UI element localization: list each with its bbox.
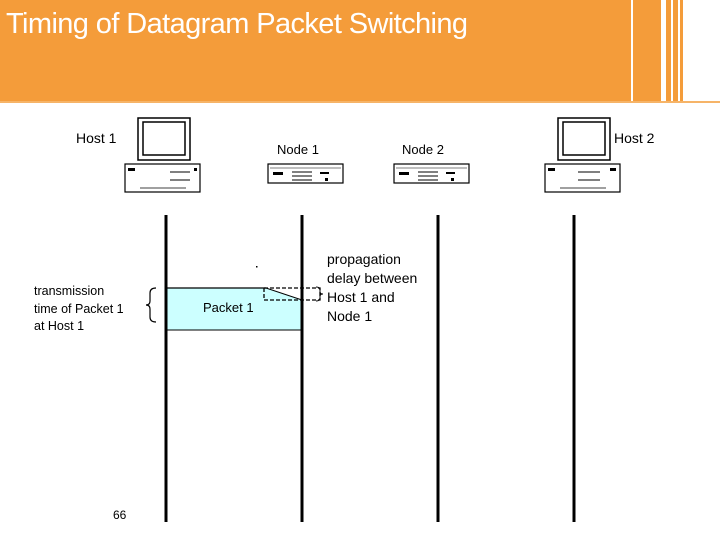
node1-label: Node 1 bbox=[277, 142, 319, 157]
propagation-delay-line: propagation bbox=[327, 251, 401, 267]
transmission-time-label bbox=[34, 283, 124, 336]
host1-computer-icon bbox=[125, 118, 200, 192]
transmission-time-line: transmission bbox=[34, 284, 105, 298]
propagation-delay-line: Host 1 and bbox=[327, 289, 395, 305]
node2-label: Node 2 bbox=[402, 142, 444, 157]
node1-switch-icon bbox=[268, 164, 343, 183]
node2-switch-icon bbox=[394, 164, 469, 183]
propagation-delay-label bbox=[327, 250, 417, 326]
transmission-time-brace bbox=[146, 288, 156, 322]
page-number: 66 bbox=[113, 508, 127, 522]
propagation-delay-line: delay between bbox=[327, 270, 418, 286]
packet1-label: Packet 1 bbox=[203, 300, 254, 315]
dot-marker bbox=[256, 266, 258, 268]
host1-label: Host 1 bbox=[76, 130, 117, 146]
slide-title: Timing of Datagram Packet Switching bbox=[6, 8, 468, 40]
propagation-delay-line: Node 1 bbox=[327, 308, 373, 324]
transmission-time-line: at Host 1 bbox=[34, 319, 85, 333]
host2-label: Host 2 bbox=[614, 130, 655, 146]
host2-computer-icon bbox=[545, 118, 620, 192]
transmission-time-line: time of Packet 1 bbox=[34, 301, 124, 316]
